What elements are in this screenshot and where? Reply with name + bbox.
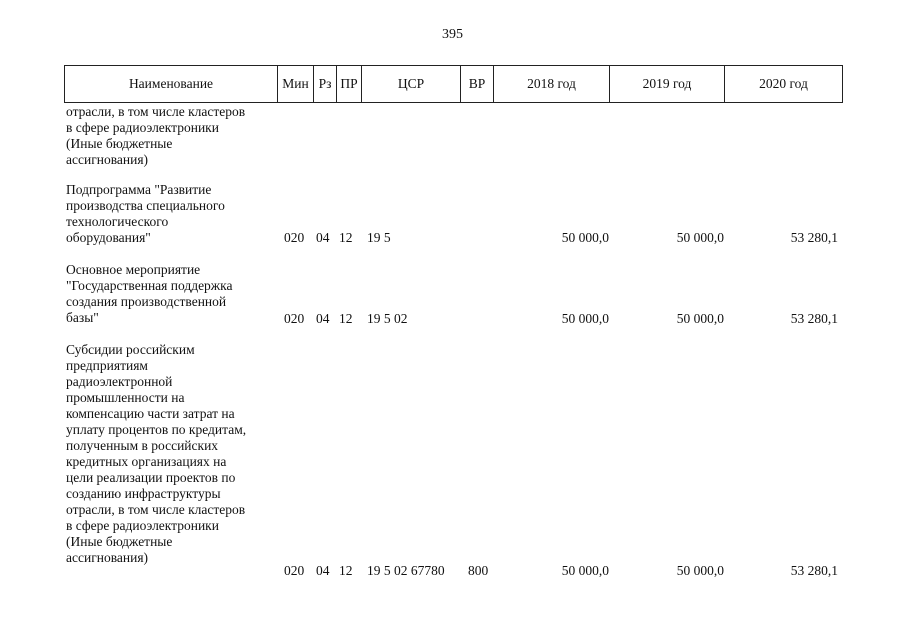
cell-2020: 53 280,1 [790,311,838,326]
name-line: отрасли, в том числе кластеров [66,502,246,517]
header-2019: 2019 год [609,66,724,102]
name-line: полученным в российских [66,438,219,453]
name-line: кредитных организациях на [66,454,227,469]
table-row-name [66,182,270,246]
cell-min: 020 [284,230,305,245]
table-row-name [66,262,270,326]
name-line: в сфере радиоэлектроники [66,120,219,135]
name-line: производства специального [66,198,225,213]
header-pr: ПР [336,66,361,102]
cell-rz: 04 [316,563,330,578]
header-rz: Рз [313,66,336,102]
name-line: компенсацию части затрат на [66,406,235,421]
table-header [64,65,843,103]
name-line: цели реализации проектов по [66,470,236,485]
cell-vr: 800 [468,563,489,578]
cell-2018: 50 000,0 [561,230,609,245]
name-line: Основное мероприятие [66,262,201,277]
cell-pr: 12 [339,563,353,578]
cell-pr: 12 [339,230,353,245]
name-line: ассигнования) [66,152,149,167]
cell-rz: 04 [316,311,330,326]
cell-2019: 50 000,0 [676,311,724,326]
cell-csr: 19 5 [367,230,391,245]
header-min: Мин [277,66,313,102]
name-line: базы" [66,310,99,325]
name-line: предприятиям [66,358,148,373]
cell-rz: 04 [316,230,330,245]
name-line: оборудования" [66,230,151,245]
name-line: ассигнования) [66,550,149,565]
cell-2020: 53 280,1 [790,230,838,245]
name-line: отрасли, в том числе кластеров [66,104,246,119]
name-line: "Государственная поддержка [66,278,233,293]
name-line: (Иные бюджетные [66,136,173,151]
cell-2020: 53 280,1 [790,563,838,578]
cell-pr: 12 [339,311,353,326]
cell-csr: 19 5 02 [367,311,408,326]
name-line: в сфере радиоэлектроники [66,518,219,533]
cell-2018: 50 000,0 [561,563,609,578]
cell-min: 020 [284,563,305,578]
page-number: 395 [442,27,463,42]
header-csr: ЦСР [361,66,460,102]
cell-2019: 50 000,0 [676,230,724,245]
name-line: промышленности на [66,390,185,405]
name-line: технологического [66,214,169,229]
cell-csr: 19 5 02 67780 [367,563,445,578]
name-line: уплату процентов по кредитам, [66,422,247,437]
header-name: Наименование [128,76,214,91]
name-line: созданию инфраструктуры [66,486,221,501]
table-row-name [66,342,270,566]
name-line: Подпрограмма "Развитие [66,182,212,197]
cell-2018: 50 000,0 [561,311,609,326]
header-2020: 2020 год [724,66,842,102]
name-line: создания производственной [66,294,227,309]
cell-2019: 50 000,0 [676,563,724,578]
name-line: Субсидии российским [66,342,195,357]
cell-min: 020 [284,311,305,326]
header-2018: 2018 год [493,66,609,102]
table-row-name [66,104,270,168]
name-line: радиоэлектронной [66,374,173,389]
name-line: (Иные бюджетные [66,534,173,549]
header-vr: ВР [460,66,493,102]
